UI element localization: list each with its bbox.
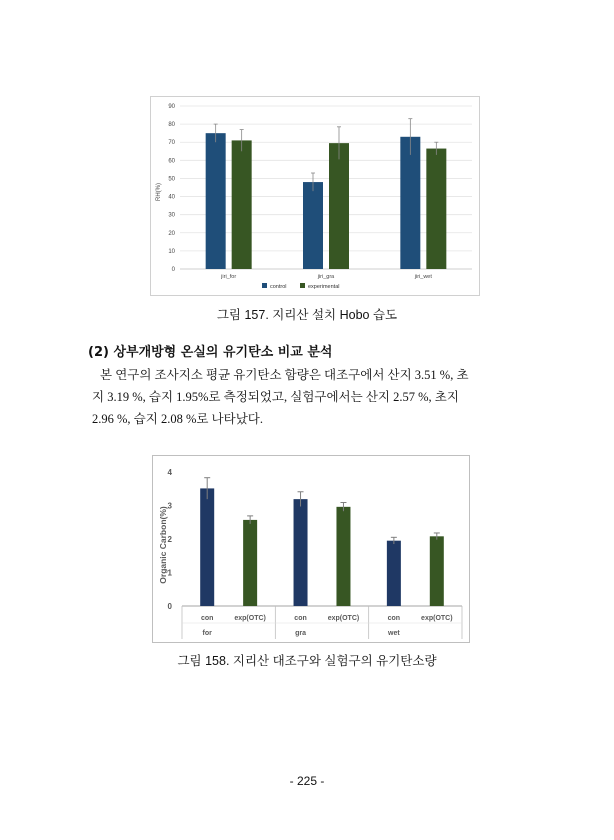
rh-x-tick-label: jiri_gra	[317, 274, 335, 280]
paragraph-line-1: 본 연구의 조사지소 평균 유기탄소 함량은 대조구에서 산지 3.51 %, 초	[100, 368, 469, 382]
rh-bar-control-jiri_wet	[400, 137, 420, 269]
oc-bar-label: exp(OTC)	[327, 615, 360, 622]
rh-y-tick-label: 60	[168, 158, 175, 165]
oc-bar-label: con	[387, 615, 401, 622]
rh-y-tick-label: 70	[168, 140, 175, 147]
rh-y-tick-label: 40	[168, 194, 175, 201]
legend-control-label: control	[270, 284, 287, 290]
oc-y-tick-label: 3	[167, 501, 172, 511]
rh-y-tick-label: 30	[168, 212, 175, 219]
oc-bar-label: con	[294, 615, 307, 622]
oc-group-label: wet	[388, 630, 400, 637]
rh-y-tick-label: 50	[168, 176, 175, 183]
paragraph-line-3: 2.96 %, 습지 2.08 %로 나타났다.	[92, 412, 263, 426]
oc-y-tick-label: 2	[167, 535, 172, 544]
organic-carbon-chart	[152, 455, 470, 643]
rh-bar-control-jiri_gra	[303, 182, 323, 269]
rh-y-tick-label: 90	[168, 104, 175, 110]
oc-y-tick-label: 4	[167, 468, 172, 477]
section-heading: (2) 상부개방형 온실의 유기탄소 비교 분석	[88, 345, 333, 360]
oc-bar-label: con	[200, 615, 214, 622]
oc-bar-exp(OTC)-gra	[336, 507, 350, 606]
rh-bar-experimental-jiri_for	[232, 140, 252, 269]
oc-bar-label: exp(OTC)	[234, 615, 266, 622]
rh-x-tick-label: jiri_for	[221, 274, 237, 280]
oc-bar-con-wet	[387, 541, 401, 606]
rh-bar-experimental-jiri_gra	[329, 143, 349, 269]
rh-y-tick-label: 0	[171, 267, 175, 273]
oc-bar-con-for	[200, 488, 214, 606]
rh-y-tick-label: 20	[168, 230, 175, 237]
rh-bar-control-jiri_for	[206, 133, 226, 269]
oc-y-axis-label: Organic Carbon(%)	[158, 506, 168, 584]
legend-experimental-label: experimental	[308, 284, 340, 290]
rh-x-tick-label: jiri_wet	[414, 274, 432, 280]
rh-y-axis-label: RH(%)	[156, 183, 162, 201]
paragraph-line-2: 지 3.19 %, 습지 1.95%로 측정되었고, 실험구에서는 산지 2.57 %, 초지	[92, 390, 459, 404]
legend-control-swatch	[262, 283, 267, 288]
page-number: - 225 -	[289, 774, 325, 788]
rh-chart	[150, 96, 480, 296]
oc-bar-label: exp(OTC)	[421, 615, 453, 622]
oc-y-tick-label: 0	[167, 602, 172, 611]
rh-bar-experimental-jiri_wet	[426, 149, 446, 269]
oc-group-label: gra	[295, 630, 306, 637]
body-paragraph	[88, 364, 528, 430]
oc-group-label: for	[202, 630, 212, 637]
legend-experimental-swatch	[300, 283, 305, 288]
oc-bar-con-gra	[294, 499, 308, 606]
rh-y-tick-label: 10	[168, 248, 175, 255]
rh-y-tick-label: 80	[168, 122, 175, 129]
figure-158-caption: 그림 158. 지리산 대조구와 실험구의 유기탄소량	[177, 654, 437, 668]
oc-y-tick-label: 1	[167, 568, 172, 578]
oc-bar-exp(OTC)-wet	[430, 536, 444, 606]
oc-bar-exp(OTC)-for	[243, 520, 257, 606]
figure-157-caption: 그림 157. 지리산 설치 Hobo 습도	[216, 308, 398, 322]
